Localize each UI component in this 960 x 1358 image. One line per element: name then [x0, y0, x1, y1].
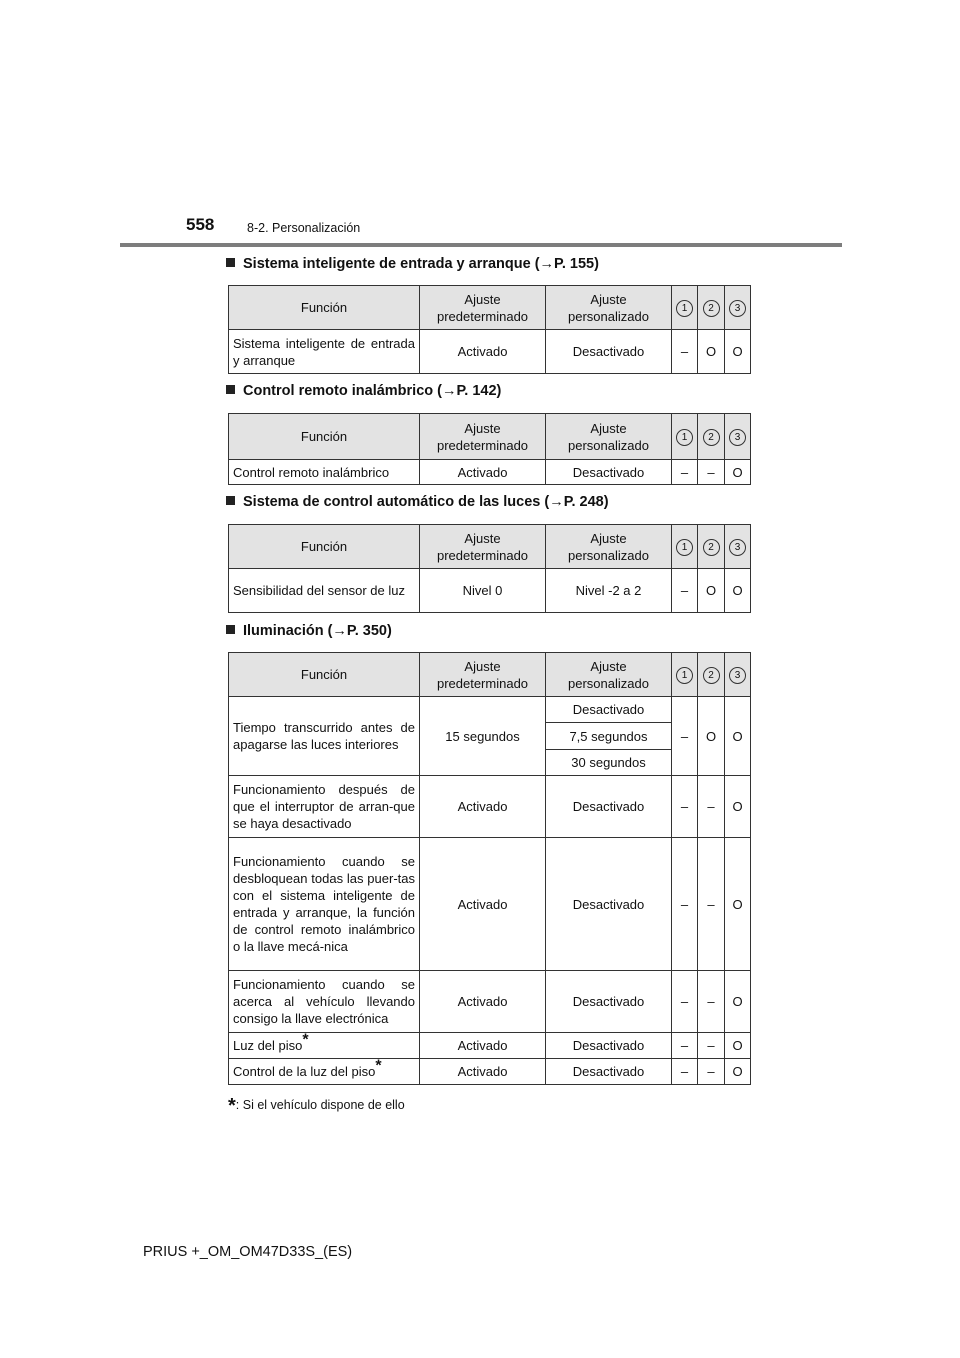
page-number: 558 — [186, 215, 215, 234]
bullet-square-icon — [226, 496, 235, 505]
circled-3-icon: 3 — [729, 300, 746, 317]
bullet-square-icon — [226, 625, 235, 634]
heading-smart-entry: Sistema inteligente de entrada y arranque (→P. 155) — [226, 256, 599, 272]
table-illumination: Función Ajuste predeterminado Ajuste personalizado 1 2 3 Tiempo transcurrido antes de apagarse las luces interiores 15 segundos Desactivado – O O 7,5 segundos 30 segundos Funcionamiento después de que el interruptor de arran-que se haya desactivado Activado Desactivado – – O Funcionamiento cuando se desbloquean todas las puer-tas con el sistema inteligente de entrada y arranque, la función de control remoto inalámbrico o la llave mecá-nica Activado Desactivado – – O Funcionamiento cuando se acerca al vehículo llevando consigo la llave electrónica Activado Desactivado – – O Luz del piso* Activado Desactivado – – O Control de la luz del piso* Activado Desactivado – – O — [228, 652, 751, 1085]
footnote: *: Si el vehículo dispone de ello — [228, 1095, 405, 1117]
table-remote: Función Ajuste predeterminado Ajuste personalizado 1 2 3 Control remoto inalámbrico Activado Desactivado – – O — [228, 413, 751, 485]
circled-2-icon: 2 — [703, 539, 720, 556]
footnote-asterisk: * — [375, 1057, 382, 1075]
circled-1-icon: 1 — [676, 429, 693, 446]
table-row: Control remoto inalámbrico Activado Desactivado – – O — [229, 460, 751, 485]
heading-light-control: Sistema de control automático de las luces (→P. 248) — [226, 494, 609, 510]
table-smart-entry — [228, 285, 751, 374]
circled-1-icon: 1 — [676, 539, 693, 556]
circled-1-icon: 1 — [676, 667, 693, 684]
header-custom: Ajuste personalizado — [546, 286, 672, 330]
section-title: 8-2. Personalización — [247, 221, 361, 235]
header-rule — [120, 243, 842, 247]
table-row: Sensibilidad del sensor de luz Nivel 0 Nivel -2 a 2 – O O — [229, 569, 751, 613]
table-row: Sistema inteligente de entrada y arranque Activado Desactivado – O O — [229, 330, 751, 374]
circled-2-icon: 2 — [703, 667, 720, 684]
table-row: Funcionamiento cuando se desbloquean todas las puer-tas con el sistema inteligente de entrada y arranque, la función de control remoto inalámbrico o la llave mecá-nica Activado Desactivado – – O — [229, 838, 751, 971]
table-row: Control de la luz del piso* Activado Desactivado – – O — [229, 1059, 751, 1085]
circled-1-icon: 1 — [676, 300, 693, 317]
table-row: Luz del piso* Activado Desactivado – – O — [229, 1033, 751, 1059]
circled-3-icon: 3 — [729, 667, 746, 684]
header-default: Ajuste predeterminado — [420, 286, 546, 330]
table-row: Tiempo transcurrido antes de apagarse las luces interiores 15 segundos Desactivado – O O — [229, 697, 751, 723]
heading-illumination: Iluminación (→P. 350) — [226, 623, 392, 639]
bullet-square-icon — [226, 258, 235, 267]
circled-3-icon: 3 — [729, 539, 746, 556]
table-row: Funcionamiento cuando se acerca al vehículo llevando consigo la llave electrónica Activado Desactivado – – O — [229, 971, 751, 1033]
table-row: Funcionamiento después de que el interruptor de arran-que se haya desactivado Activado Desactivado – – O — [229, 776, 751, 838]
circled-3-icon: 3 — [729, 429, 746, 446]
footer-code: PRIUS +_OM_OM47D33S_(ES) — [143, 1244, 353, 1260]
bullet-square-icon — [226, 385, 235, 394]
heading-remote: Control remoto inalámbrico (→P. 142) — [226, 383, 501, 399]
header-funcion: Función — [229, 286, 420, 330]
footnote-asterisk: * — [302, 1031, 309, 1049]
circled-2-icon: 2 — [703, 300, 720, 317]
circled-2-icon: 2 — [703, 429, 720, 446]
table-light-control: Función Ajuste predeterminado Ajuste personalizado 1 2 3 Sensibilidad del sensor de luz Nivel 0 Nivel -2 a 2 – O O — [228, 524, 751, 613]
